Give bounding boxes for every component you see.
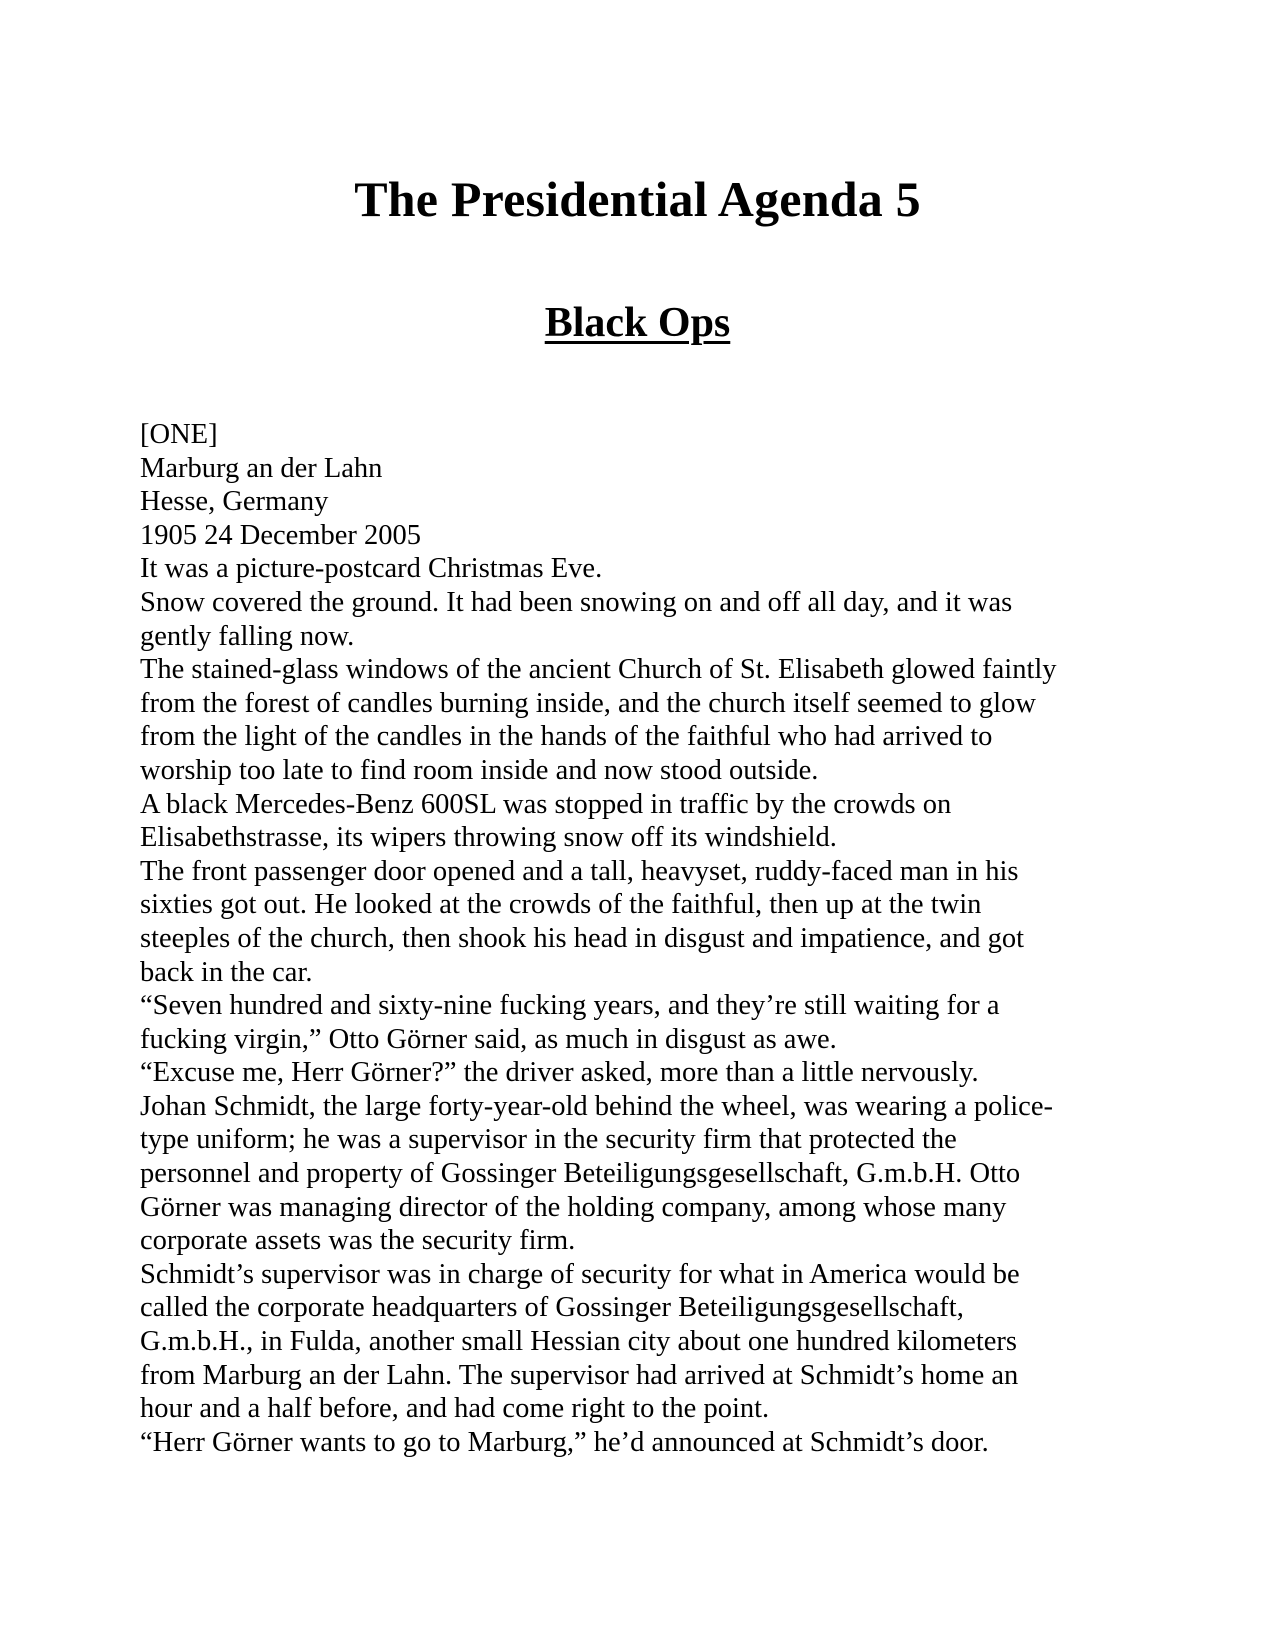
body-paragraph: A black Mercedes-Benz 600SL was stopped in traffic by the crowds on Elisabethstrasse, its wipers throwing snow off its windshield. [140,788,959,854]
body-paragraph: The front passenger door opened and a tall, heavyset, ruddy-faced man in his sixties got out. He looked at the crowds of the faithful, then up at the twin steeples of the church, then shook his head in disgust and impatience, and got back in the car. [140,855,1032,988]
body-paragraph: The stained-glass windows of the ancient Church of St. Elisabeth glowed faintly from the forest of candles burning inside, and the church itself seemed to glow from the light of the candles in the hands of the faithful who had arrived to worship too late to find room inside and now stood outside. [140,654,1064,786]
page-subtitle [0,300,1275,346]
document-body [140,418,1065,1459]
body-paragraph: Johan Schmidt, the large forty-year-old behind the wheel, was wearing a police-type uniform; he was a supervisor in the security firm that protected the personnel and property of Gossinger Beteiligungsgesellschaft, G.m.b.H. Otto Görner was managing director of the holding company, among whose many corporate assets was the security firm. [140,1090,1053,1257]
page-subtitle-text: Black Ops [544,299,731,346]
body-paragraph: Snow covered the ground. It had been snowing on and off all day, and it was gently falling now. [140,586,1020,652]
body-paragraph: “Seven hundred and sixty-nine fucking years, and they’re still waiting for a fucking virgin,” Otto Görner said, as much in disgust as awe. [140,990,1007,1055]
page-title: The Presidential Agenda 5 [354,170,921,227]
scene-location-region: Hesse, Germany [140,486,329,518]
body-paragraph: “Excuse me, Herr Görner?” the driver asked, more than a little nervously. [140,1057,979,1089]
body-paragraph: Schmidt’s supervisor was in charge of security for what in America would be called the corporate headquarters of Gossinger Beteiligungsgesellschaft, G.m.b.H., in Fulda, another small Hessian city about one hundred kilometers from Marburg an der Lahn. The supervisor had arrived at Schmidt’s home an hour and a half before, and had come right to the point. [140,1258,1027,1425]
scene-timestamp: 1905 24 December 2005 [140,519,421,551]
scene-heading-line: [ONE] [140,419,218,450]
body-paragraph: It was a picture-postcard Christmas Eve. [140,553,603,585]
scene-location-city: Marburg an der Lahn [140,452,383,484]
body-paragraph: “Herr Görner wants to go to Marburg,” he’d announced at Schmidt’s door. [140,1426,989,1458]
